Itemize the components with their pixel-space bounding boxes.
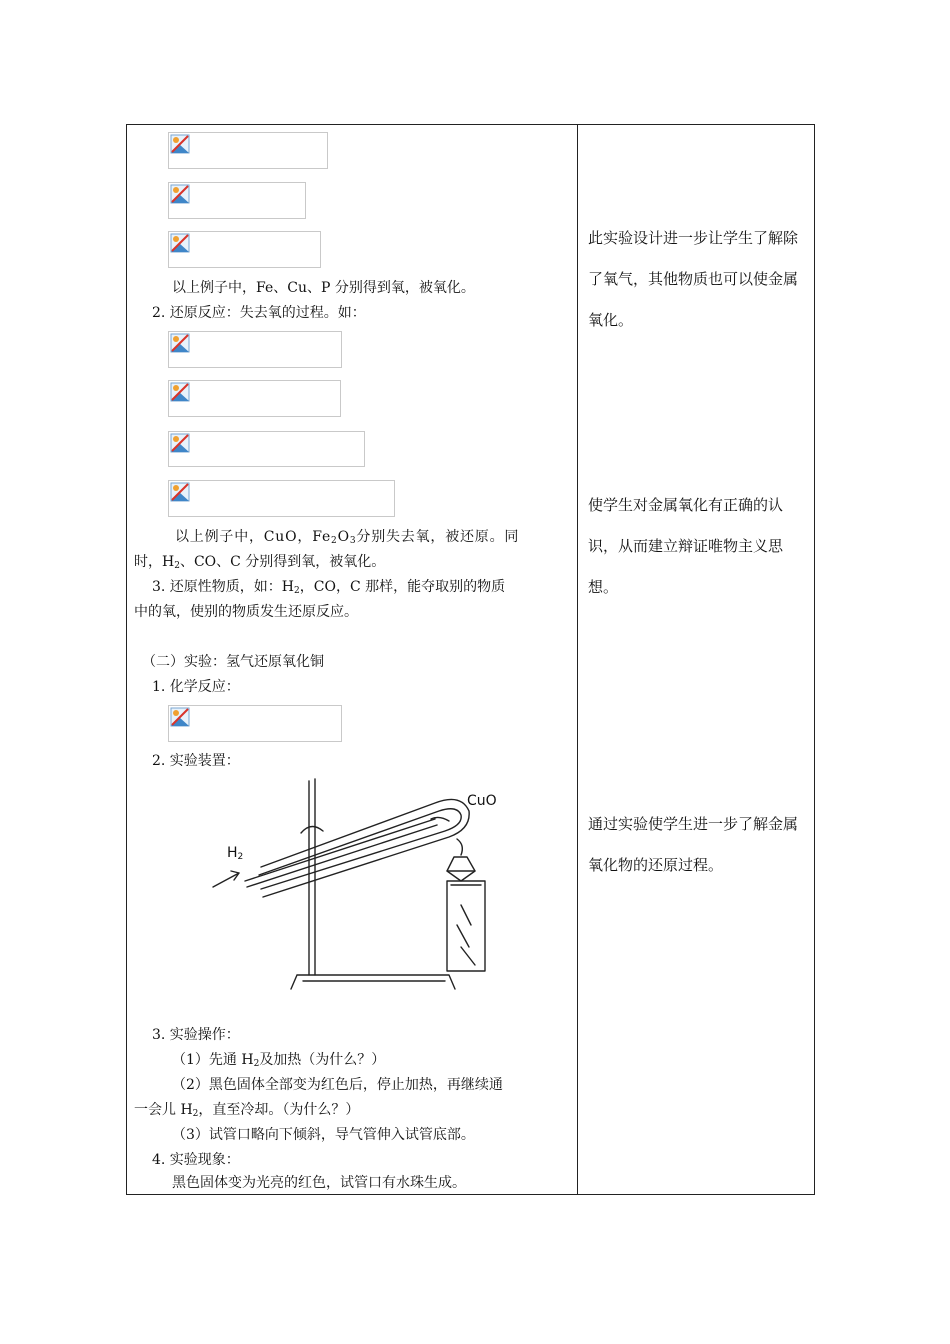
broken-image-icon: [170, 482, 190, 502]
content-column: [127, 125, 577, 1194]
list-item: 3. 还原性物质，如：$H_2$，CO，C 那样，能夺取别的物质: [152, 579, 506, 596]
apparatus-diagram: [199, 775, 509, 1003]
list-item: 3. 实验操作：: [152, 1027, 240, 1043]
list-item: 2. 还原反应：失去氧的过程。如：: [152, 305, 366, 321]
equation-image: [168, 705, 342, 742]
list-item: 2. 实验装置：: [152, 753, 240, 769]
notes-column: [578, 125, 814, 1194]
broken-image-icon: [170, 382, 190, 402]
operation-step: （3）试管口略向下倾斜，导气管伸入试管底部。: [172, 1127, 475, 1143]
lesson-table: [126, 124, 815, 1195]
phenomenon-text: 黑色固体变为光亮的红色，试管口有水珠生成。: [172, 1175, 466, 1191]
label-h2: $H_2$: [227, 845, 244, 862]
section-heading: （二）实验：氢气还原氧化铜: [142, 654, 324, 670]
label-cuo: CuO: [467, 793, 497, 809]
equation-image: [168, 380, 341, 417]
broken-image-icon: [170, 184, 190, 204]
teaching-note: 通过实验使学生进一步了解金属氧化物的还原过程。: [588, 815, 799, 874]
paragraph: 以上例子中，Fe、Cu、P 分别得到氧，被氧化。: [172, 280, 475, 296]
broken-image-icon: [170, 707, 190, 727]
equation-image: [168, 132, 328, 169]
paragraph: 时，$H_2$、CO、C 分别得到氧，被氧化。: [134, 554, 386, 571]
teaching-note: 此实验设计进一步让学生了解除了氧气，其他物质也可以使金属氧化。: [588, 229, 799, 329]
operation-step: 一会儿 $H_2$，直至冷却。（为什么？）: [134, 1102, 360, 1119]
equation-image: [168, 182, 306, 219]
operation-step: （1）先通 $H_2$及加热（为什么？）: [172, 1052, 386, 1069]
teaching-note: 使学生对金属氧化有正确的认识，从而建立辩证唯物主义思想。: [588, 496, 784, 596]
paragraph: 以上例子中，CuO，$Fe_2O_3$分别失去氧，被还原。同: [175, 529, 520, 546]
list-item: 1. 化学反应：: [152, 679, 240, 695]
operation-step: （2）黑色固体全部变为红色后，停止加热，再继续通: [172, 1077, 503, 1093]
equation-image: [168, 480, 395, 517]
list-item: 4. 实验现象：: [152, 1152, 240, 1168]
equation-image: [168, 431, 365, 467]
paragraph: 中的氧，使别的物质发生还原反应。: [134, 604, 358, 620]
broken-image-icon: [170, 333, 190, 353]
broken-image-icon: [170, 233, 190, 253]
broken-image-icon: [170, 433, 190, 453]
broken-image-icon: [170, 134, 190, 154]
equation-image: [168, 231, 321, 268]
equation-image: [168, 331, 342, 368]
